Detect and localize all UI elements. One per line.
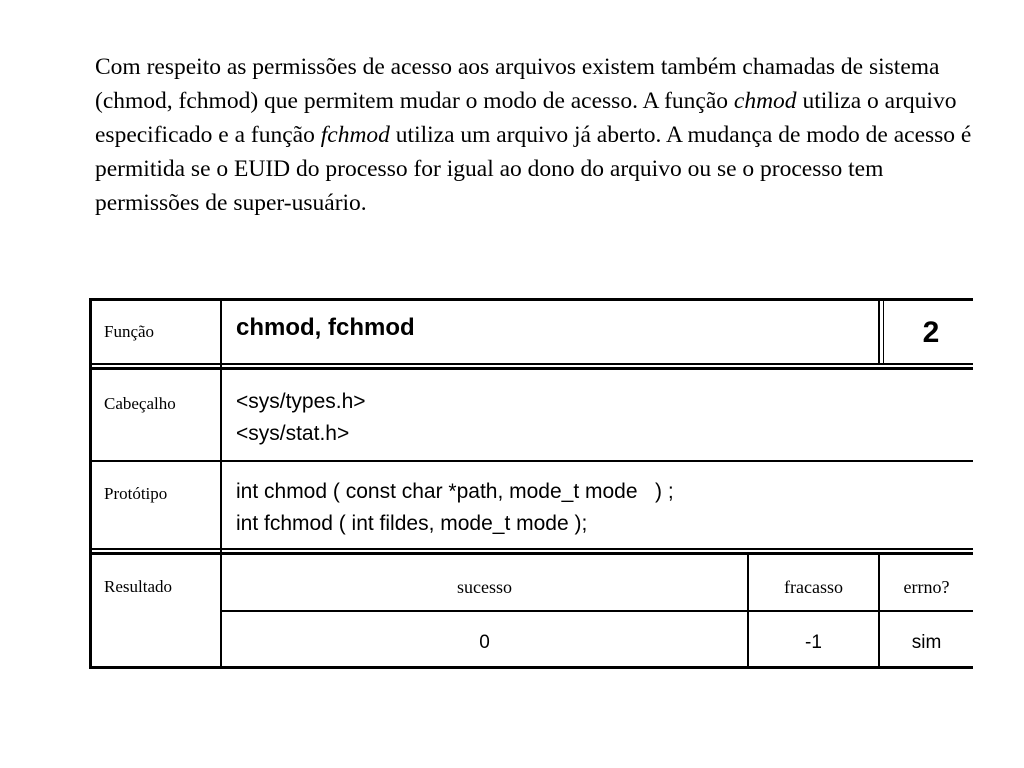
rule-prototipo-2 <box>89 552 973 555</box>
result-header-fracasso: fracasso <box>784 577 843 597</box>
prototype-line-2: int fchmod ( int fildes, mode_t mode ); <box>236 512 588 535</box>
border-bottom <box>89 666 973 669</box>
intro-text-2: utiliza o arquivo especificado e a função <box>95 88 957 148</box>
result-header-sucesso: sucesso <box>457 577 512 597</box>
function-names: chmod, fchmod <box>236 314 415 341</box>
rule-prototipo-1 <box>89 548 973 550</box>
label-column-divider <box>220 298 222 669</box>
sheet-number: 2 <box>922 316 940 349</box>
intro-em-fchmod: fchmod <box>320 122 390 148</box>
intro-paragraph <box>95 50 975 220</box>
intro-text-1: Com respeito as permissões de acesso aos arquivos existem também chamadas de sistema (chmod, fchmod) que permitem mudar o modo de acesso. A função <box>95 54 940 114</box>
border-left <box>89 298 92 669</box>
header-line-2: <sys/stat.h> <box>236 422 350 445</box>
resultado-label: Resultado <box>104 577 172 596</box>
result-value-fracasso: -1 <box>805 632 822 653</box>
rule-result-mid <box>220 610 973 612</box>
number-divider <box>878 298 880 363</box>
function-sheet <box>89 298 973 669</box>
border-top <box>89 298 973 301</box>
header-line-1: <sys/types.h> <box>236 390 366 413</box>
result-value-errno: sim <box>911 632 942 653</box>
funcao-label: Função <box>104 322 155 341</box>
intro-em-chmod: chmod <box>733 88 797 114</box>
rule-funcao-2 <box>89 367 973 370</box>
rule-funcao-1 <box>89 363 973 365</box>
number-divider-thin <box>883 298 884 363</box>
cabecalho-label: Cabeçalho <box>104 394 176 413</box>
result-header-errno: errno? <box>903 577 950 597</box>
prototipo-label: Protótipo <box>104 484 168 503</box>
rule-cabecalho <box>89 460 973 462</box>
prototype-line-1: int chmod ( const char *path, mode_t mode ) ; <box>236 480 674 503</box>
result-value-sucesso: 0 <box>479 632 490 653</box>
intro-text-3: utiliza um arquivo já aberto. A mudança de modo de acesso é permitida se o EUID do processo for igual ao dono do arquivo ou se o processo tem permissões de super-usuário. <box>95 122 972 216</box>
